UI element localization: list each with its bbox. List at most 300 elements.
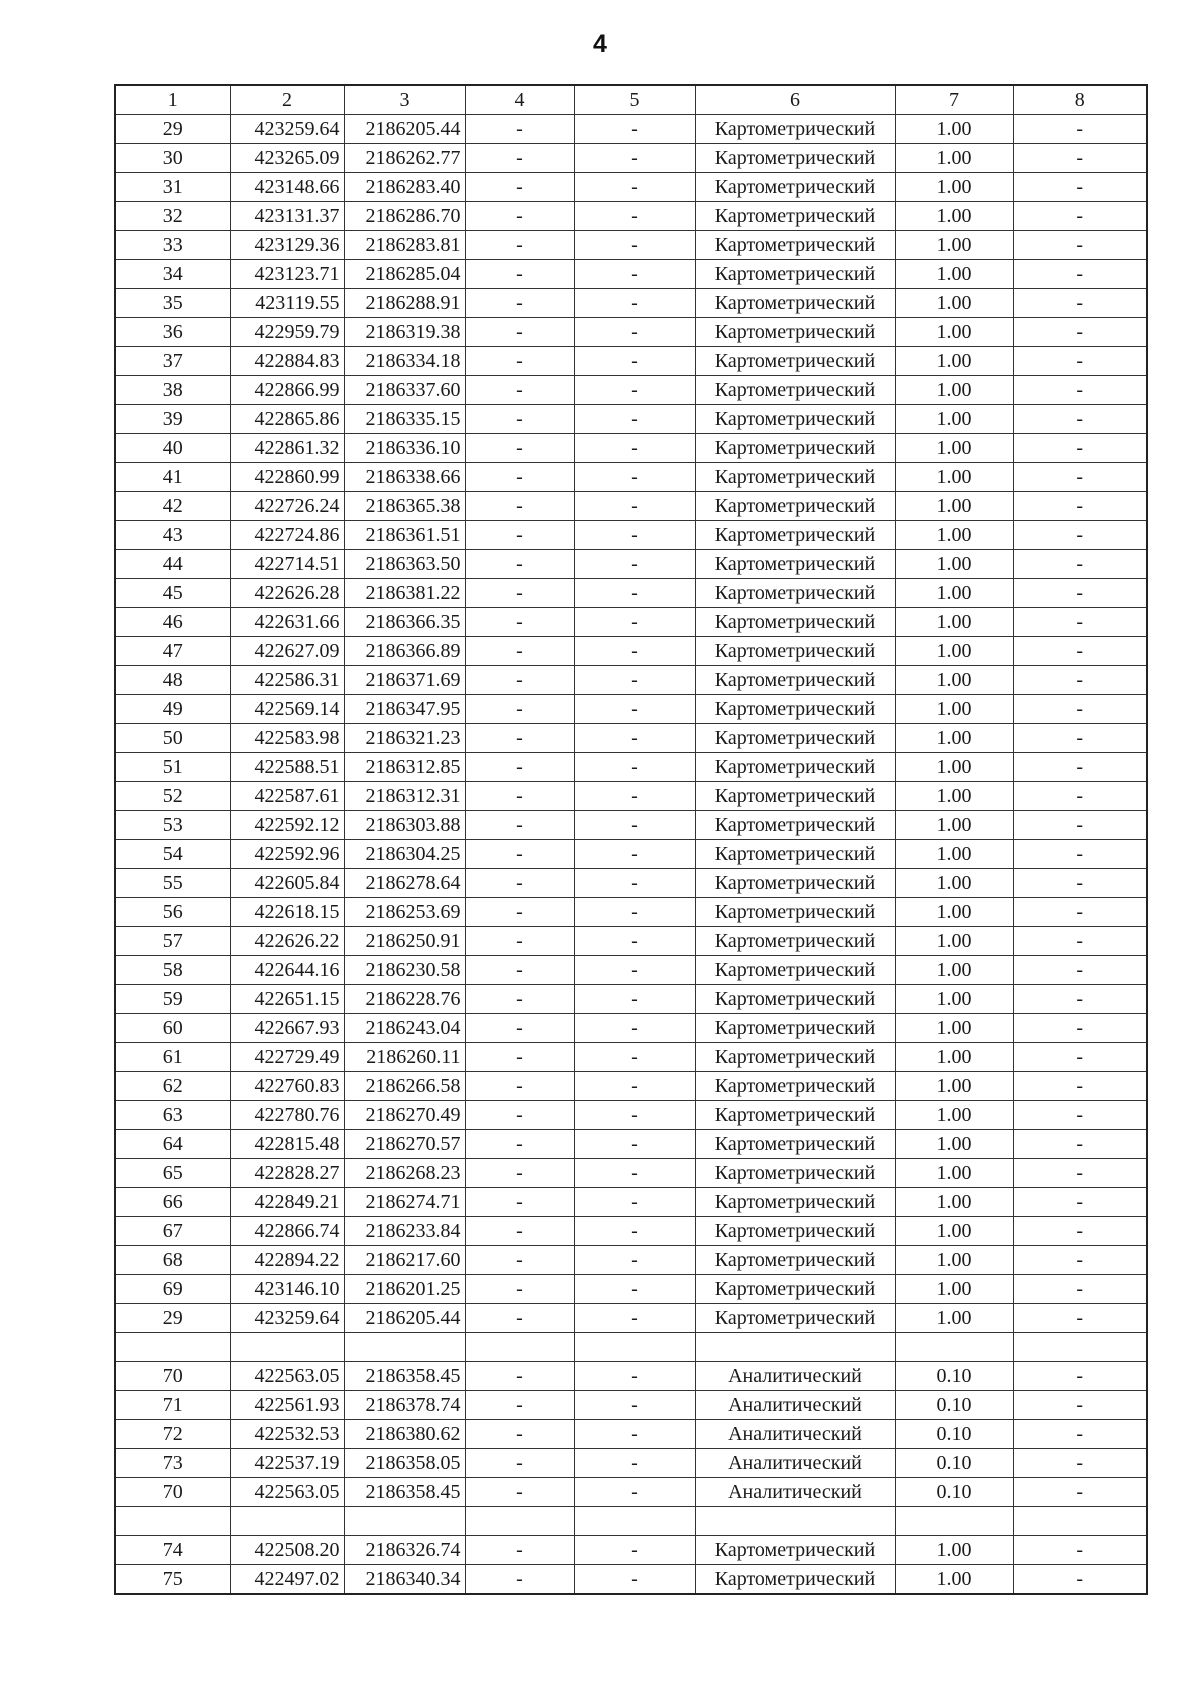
- table-cell-col-7: 1.00: [895, 1188, 1013, 1217]
- table-row: [115, 434, 1147, 463]
- table-cell-col-4: -: [465, 492, 574, 521]
- table-cell-col-2: 422860.99: [230, 463, 344, 492]
- table-cell-col-1: 54: [115, 840, 230, 869]
- table-cell-col-5: -: [574, 956, 695, 985]
- table-cell-col-1: 39: [115, 405, 230, 434]
- table-cell-col-2: 422884.83: [230, 347, 344, 376]
- table-cell-col-8: -: [1013, 1420, 1147, 1449]
- table-cell-col-2: 423131.37: [230, 202, 344, 231]
- table-cell-col-1: 68: [115, 1246, 230, 1275]
- table-cell-col-6: Картометрический: [695, 1101, 895, 1130]
- table-cell-col-3: 2186205.44: [344, 115, 465, 144]
- table-cell-col-3: 2186319.38: [344, 318, 465, 347]
- table-cell-col-6: Картометрический: [695, 1072, 895, 1101]
- table-cell-col-1: 29: [115, 115, 230, 144]
- table-cell-col-4: -: [465, 376, 574, 405]
- table-cell-col-1: 74: [115, 1536, 230, 1565]
- table-cell-col-4: -: [465, 1188, 574, 1217]
- table-cell-col-8: -: [1013, 144, 1147, 173]
- table-cell-col-7: 1.00: [895, 550, 1013, 579]
- table-row: [115, 724, 1147, 753]
- table-cell-col-8: -: [1013, 666, 1147, 695]
- table-cell-col-1: 61: [115, 1043, 230, 1072]
- table-cell-col-8: -: [1013, 724, 1147, 753]
- table-cell-col-1: 75: [115, 1565, 230, 1595]
- table-cell-col-7: 0.10: [895, 1478, 1013, 1507]
- table-cell-col-6: Картометрический: [695, 260, 895, 289]
- table-cell-col-8: -: [1013, 202, 1147, 231]
- table-cell-col-4: -: [465, 115, 574, 144]
- table-cell-col-5: -: [574, 1362, 695, 1391]
- table-cell-col-8: -: [1013, 1304, 1147, 1333]
- table-cell-col-3: 2186336.10: [344, 434, 465, 463]
- table-cell-col-4: -: [465, 637, 574, 666]
- table-cell-col-3: 2186283.40: [344, 173, 465, 202]
- table-row: [115, 1246, 1147, 1275]
- column-header: 6: [695, 85, 895, 115]
- table-cell-col-5: -: [574, 347, 695, 376]
- table-cell-col-7: 1.00: [895, 608, 1013, 637]
- table-cell-col-5: -: [574, 637, 695, 666]
- table-body: [115, 115, 1147, 1595]
- table-cell-col-7: 1.00: [895, 782, 1013, 811]
- table-cell-col-8: -: [1013, 1217, 1147, 1246]
- table-cell-col-4: -: [465, 202, 574, 231]
- table-cell-col-3: 2186260.11: [344, 1043, 465, 1072]
- table-cell-col-6: Картометрический: [695, 173, 895, 202]
- table-cell-col-1: 43: [115, 521, 230, 550]
- table-cell-col-6: Картометрический: [695, 666, 895, 695]
- table-cell-col-3: 2186268.23: [344, 1159, 465, 1188]
- table-cell-col-6: Аналитический: [695, 1391, 895, 1420]
- table-cell-col-2: [230, 1507, 344, 1536]
- table-cell-col-2: 422508.20: [230, 1536, 344, 1565]
- table-cell-col-3: 2186366.89: [344, 637, 465, 666]
- table-cell-col-4: -: [465, 811, 574, 840]
- table-cell-col-2: 422651.15: [230, 985, 344, 1014]
- table-cell-col-6: [695, 1507, 895, 1536]
- table-cell-col-6: Картометрический: [695, 637, 895, 666]
- table-cell-col-1: 35: [115, 289, 230, 318]
- table-cell-col-4: -: [465, 289, 574, 318]
- table-row: [115, 695, 1147, 724]
- table-cell-col-8: -: [1013, 550, 1147, 579]
- table-cell-col-3: 2186371.69: [344, 666, 465, 695]
- table-cell-col-1: 55: [115, 869, 230, 898]
- table-cell-col-2: 422627.09: [230, 637, 344, 666]
- table-cell-col-5: -: [574, 1449, 695, 1478]
- table-cell-col-6: Картометрический: [695, 1043, 895, 1072]
- table-row: [115, 1217, 1147, 1246]
- table-cell-col-7: 1.00: [895, 666, 1013, 695]
- table-cell-col-4: -: [465, 173, 574, 202]
- table-cell-col-4: -: [465, 144, 574, 173]
- table-cell-col-1: 71: [115, 1391, 230, 1420]
- table-cell-col-8: -: [1013, 1275, 1147, 1304]
- table-cell-col-5: -: [574, 231, 695, 260]
- table-cell-col-2: 422828.27: [230, 1159, 344, 1188]
- table-cell-col-5: -: [574, 1188, 695, 1217]
- table-cell-col-2: 422592.12: [230, 811, 344, 840]
- table-cell-col-6: Картометрический: [695, 202, 895, 231]
- table-cell-col-6: Картометрический: [695, 1275, 895, 1304]
- table-cell-col-5: -: [574, 840, 695, 869]
- table-cell-col-6: Картометрический: [695, 405, 895, 434]
- table-cell-col-4: -: [465, 1043, 574, 1072]
- table-cell-col-7: 1.00: [895, 695, 1013, 724]
- column-header: 7: [895, 85, 1013, 115]
- table-cell-col-5: -: [574, 144, 695, 173]
- table-cell-col-3: 2186286.70: [344, 202, 465, 231]
- table-cell-col-4: -: [465, 1420, 574, 1449]
- table-cell-col-2: 422865.86: [230, 405, 344, 434]
- table-cell-col-7: 1.00: [895, 434, 1013, 463]
- table-row: [115, 579, 1147, 608]
- table-cell-col-2: 422849.21: [230, 1188, 344, 1217]
- table-cell-col-6: Картометрический: [695, 956, 895, 985]
- table-cell-col-8: -: [1013, 695, 1147, 724]
- table-cell-col-3: 2186262.77: [344, 144, 465, 173]
- table-cell-col-3: 2186340.34: [344, 1565, 465, 1595]
- table-cell-col-7: 1.00: [895, 318, 1013, 347]
- table-cell-col-4: -: [465, 1130, 574, 1159]
- table-cell-col-3: 2186201.25: [344, 1275, 465, 1304]
- table-row: [115, 985, 1147, 1014]
- table-cell-col-8: -: [1013, 492, 1147, 521]
- table-cell-col-8: -: [1013, 840, 1147, 869]
- table-row: [115, 1362, 1147, 1391]
- table-cell-col-4: -: [465, 1391, 574, 1420]
- table-cell-col-3: 2186270.57: [344, 1130, 465, 1159]
- table-cell-col-3: 2186250.91: [344, 927, 465, 956]
- table-cell-col-1: 46: [115, 608, 230, 637]
- table-cell-col-8: -: [1013, 1565, 1147, 1595]
- table-cell-col-5: [574, 1333, 695, 1362]
- table-cell-col-2: 422861.32: [230, 434, 344, 463]
- table-row: [115, 260, 1147, 289]
- table-row: [115, 637, 1147, 666]
- table-cell-col-3: 2186228.76: [344, 985, 465, 1014]
- table-row: [115, 202, 1147, 231]
- table-cell-col-5: -: [574, 550, 695, 579]
- table-cell-col-6: Картометрический: [695, 115, 895, 144]
- table-cell-col-2: 423119.55: [230, 289, 344, 318]
- table-cell-col-7: 1.00: [895, 1565, 1013, 1595]
- table-cell-col-6: Картометрический: [695, 927, 895, 956]
- table-cell-col-4: -: [465, 1275, 574, 1304]
- table-cell-col-6: Картометрический: [695, 1159, 895, 1188]
- table-cell-col-7: 1.00: [895, 405, 1013, 434]
- table-cell-col-6: Картометрический: [695, 376, 895, 405]
- table-cell-col-4: -: [465, 927, 574, 956]
- table-cell-col-6: Картометрический: [695, 144, 895, 173]
- table-cell-col-1: 36: [115, 318, 230, 347]
- table-row: [115, 376, 1147, 405]
- table-cell-col-8: -: [1013, 1043, 1147, 1072]
- table-cell-col-2: 422537.19: [230, 1449, 344, 1478]
- table-cell-col-2: 423148.66: [230, 173, 344, 202]
- table-cell-col-4: [465, 1507, 574, 1536]
- table-cell-col-2: 423265.09: [230, 144, 344, 173]
- table-cell-col-8: -: [1013, 811, 1147, 840]
- table-cell-col-4: -: [465, 1536, 574, 1565]
- table-cell-col-1: 57: [115, 927, 230, 956]
- table-row: [115, 1333, 1147, 1362]
- table-row: [115, 231, 1147, 260]
- table-cell-col-7: 1.00: [895, 985, 1013, 1014]
- table-cell-col-1: 58: [115, 956, 230, 985]
- table-cell-col-3: 2186303.88: [344, 811, 465, 840]
- table-cell-col-8: -: [1013, 289, 1147, 318]
- table-cell-col-8: -: [1013, 347, 1147, 376]
- table-cell-col-6: Картометрический: [695, 695, 895, 724]
- table-cell-col-7: 1.00: [895, 289, 1013, 318]
- table-cell-col-2: 422644.16: [230, 956, 344, 985]
- table-cell-col-2: 422532.53: [230, 1420, 344, 1449]
- table-cell-col-4: -: [465, 695, 574, 724]
- table-cell-col-4: -: [465, 608, 574, 637]
- table-cell-col-1: 70: [115, 1478, 230, 1507]
- table-cell-col-1: 30: [115, 144, 230, 173]
- table-cell-col-7: 1.00: [895, 724, 1013, 753]
- table-cell-col-3: [344, 1333, 465, 1362]
- table-cell-col-4: -: [465, 753, 574, 782]
- table-cell-col-8: -: [1013, 1246, 1147, 1275]
- table-cell-col-7: 0.10: [895, 1420, 1013, 1449]
- table-cell-col-5: -: [574, 289, 695, 318]
- table-cell-col-7: 1.00: [895, 1275, 1013, 1304]
- table-cell-col-7: 0.10: [895, 1449, 1013, 1478]
- table-cell-col-1: 33: [115, 231, 230, 260]
- table-cell-col-4: -: [465, 1565, 574, 1595]
- table-cell-col-5: -: [574, 1014, 695, 1043]
- table-cell-col-4: -: [465, 1217, 574, 1246]
- table-cell-col-4: -: [465, 579, 574, 608]
- table-cell-col-6: Картометрический: [695, 724, 895, 753]
- table-cell-col-1: 47: [115, 637, 230, 666]
- table-cell-col-2: 423129.36: [230, 231, 344, 260]
- column-header: 4: [465, 85, 574, 115]
- table-cell-col-6: Картометрический: [695, 985, 895, 1014]
- table-row: [115, 1275, 1147, 1304]
- table-cell-col-7: 0.10: [895, 1391, 1013, 1420]
- table-cell-col-3: 2186288.91: [344, 289, 465, 318]
- table-cell-col-1: 40: [115, 434, 230, 463]
- table-cell-col-8: -: [1013, 1362, 1147, 1391]
- table-cell-col-3: 2186358.05: [344, 1449, 465, 1478]
- table-cell-col-6: Картометрический: [695, 521, 895, 550]
- table-cell-col-3: 2186321.23: [344, 724, 465, 753]
- table-cell-col-3: 2186358.45: [344, 1362, 465, 1391]
- table-cell-col-6: Картометрический: [695, 811, 895, 840]
- table-cell-col-6: Картометрический: [695, 840, 895, 869]
- table-cell-col-2: 422569.14: [230, 695, 344, 724]
- table-cell-col-5: -: [574, 1536, 695, 1565]
- table-row: [115, 869, 1147, 898]
- table-cell-col-7: 1.00: [895, 260, 1013, 289]
- table-cell-col-8: -: [1013, 1536, 1147, 1565]
- table-cell-col-1: 37: [115, 347, 230, 376]
- table-cell-col-8: -: [1013, 173, 1147, 202]
- table-cell-col-7: 1.00: [895, 492, 1013, 521]
- table-cell-col-8: [1013, 1333, 1147, 1362]
- table-cell-col-3: 2186304.25: [344, 840, 465, 869]
- table-cell-col-5: -: [574, 463, 695, 492]
- table-cell-col-3: 2186334.18: [344, 347, 465, 376]
- table-cell-col-1: 42: [115, 492, 230, 521]
- table-cell-col-3: [344, 1507, 465, 1536]
- table-cell-col-7: 1.00: [895, 753, 1013, 782]
- table-cell-col-2: 422780.76: [230, 1101, 344, 1130]
- table-row: [115, 144, 1147, 173]
- table-cell-col-3: 2186326.74: [344, 1536, 465, 1565]
- table-row: [115, 1565, 1147, 1595]
- table-cell-col-2: 422588.51: [230, 753, 344, 782]
- table-cell-col-4: -: [465, 405, 574, 434]
- table-cell-col-3: 2186285.04: [344, 260, 465, 289]
- table-cell-col-7: 1.00: [895, 144, 1013, 173]
- table-cell-col-8: -: [1013, 318, 1147, 347]
- table-cell-col-7: 1.00: [895, 637, 1013, 666]
- table-cell-col-3: 2186274.71: [344, 1188, 465, 1217]
- table-cell-col-2: 422605.84: [230, 869, 344, 898]
- table-cell-col-5: -: [574, 1478, 695, 1507]
- table-cell-col-6: Аналитический: [695, 1362, 895, 1391]
- table-cell-col-3: 2186270.49: [344, 1101, 465, 1130]
- table-cell-col-8: -: [1013, 782, 1147, 811]
- table-cell-col-8: -: [1013, 1478, 1147, 1507]
- table-header-row: [115, 85, 1147, 115]
- table-cell-col-3: 2186378.74: [344, 1391, 465, 1420]
- table-cell-col-4: -: [465, 1101, 574, 1130]
- table-cell-col-1: 52: [115, 782, 230, 811]
- table-cell-col-5: -: [574, 115, 695, 144]
- table-cell-col-5: -: [574, 753, 695, 782]
- table-cell-col-2: 422586.31: [230, 666, 344, 695]
- table-cell-col-5: -: [574, 173, 695, 202]
- table-cell-col-6: Картометрический: [695, 579, 895, 608]
- table-cell-col-6: Аналитический: [695, 1478, 895, 1507]
- table-cell-col-5: -: [574, 376, 695, 405]
- table-cell-col-8: -: [1013, 985, 1147, 1014]
- table-cell-col-6: Картометрический: [695, 1014, 895, 1043]
- table-cell-col-5: -: [574, 1159, 695, 1188]
- table-cell-col-8: -: [1013, 1130, 1147, 1159]
- table-cell-col-2: 422583.98: [230, 724, 344, 753]
- table-row: [115, 1188, 1147, 1217]
- table-cell-col-4: -: [465, 1072, 574, 1101]
- table-cell-col-7: 1.00: [895, 1072, 1013, 1101]
- table-cell-col-6: Аналитический: [695, 1449, 895, 1478]
- table-cell-col-2: 423259.64: [230, 1304, 344, 1333]
- table-cell-col-8: -: [1013, 231, 1147, 260]
- table-row: [115, 1420, 1147, 1449]
- table-cell-col-1: 72: [115, 1420, 230, 1449]
- table-cell-col-8: -: [1013, 434, 1147, 463]
- table-cell-col-2: 422592.96: [230, 840, 344, 869]
- table-cell-col-5: -: [574, 260, 695, 289]
- table-cell-col-5: -: [574, 1043, 695, 1072]
- table-row: [115, 1101, 1147, 1130]
- table-row: [115, 289, 1147, 318]
- table-cell-col-4: -: [465, 898, 574, 927]
- table-cell-col-7: 1.00: [895, 1043, 1013, 1072]
- table-cell-col-6: Картометрический: [695, 782, 895, 811]
- table-cell-col-6: Аналитический: [695, 1420, 895, 1449]
- table-row: [115, 840, 1147, 869]
- column-header: 8: [1013, 85, 1147, 115]
- table-row: [115, 463, 1147, 492]
- table-cell-col-3: 2186217.60: [344, 1246, 465, 1275]
- table-cell-col-1: 60: [115, 1014, 230, 1043]
- table-cell-col-2: 422714.51: [230, 550, 344, 579]
- table-cell-col-3: 2186283.81: [344, 231, 465, 260]
- table-cell-col-7: 1.00: [895, 1014, 1013, 1043]
- table-cell-col-2: 422561.93: [230, 1391, 344, 1420]
- table-cell-col-6: Картометрический: [695, 492, 895, 521]
- table-cell-col-6: Картометрический: [695, 1217, 895, 1246]
- table-cell-col-5: -: [574, 202, 695, 231]
- table-cell-col-1: 49: [115, 695, 230, 724]
- table-cell-col-8: -: [1013, 927, 1147, 956]
- table-cell-col-4: -: [465, 869, 574, 898]
- page-number: 4: [593, 30, 607, 58]
- table-cell-col-8: -: [1013, 869, 1147, 898]
- table-cell-col-1: 32: [115, 202, 230, 231]
- table-cell-col-2: 422959.79: [230, 318, 344, 347]
- table-cell-col-5: -: [574, 405, 695, 434]
- table-cell-col-4: -: [465, 724, 574, 753]
- table-cell-col-7: 1.00: [895, 898, 1013, 927]
- table-row: [115, 521, 1147, 550]
- table-row: [115, 1449, 1147, 1478]
- table-cell-col-5: -: [574, 579, 695, 608]
- table-cell-col-5: -: [574, 782, 695, 811]
- table-cell-col-1: 45: [115, 579, 230, 608]
- table-cell-col-8: [1013, 1507, 1147, 1536]
- table-cell-col-4: -: [465, 347, 574, 376]
- table-cell-col-3: 2186312.31: [344, 782, 465, 811]
- table-cell-col-2: 423146.10: [230, 1275, 344, 1304]
- table-cell-col-8: -: [1013, 1391, 1147, 1420]
- table-cell-col-2: 422760.83: [230, 1072, 344, 1101]
- table-cell-col-7: [895, 1507, 1013, 1536]
- table-row: [115, 898, 1147, 927]
- table-cell-col-4: -: [465, 1159, 574, 1188]
- table-cell-col-6: Картометрический: [695, 1188, 895, 1217]
- table-cell-col-8: -: [1013, 521, 1147, 550]
- table-cell-col-1: 64: [115, 1130, 230, 1159]
- table-cell-col-3: 2186338.66: [344, 463, 465, 492]
- table-cell-col-7: 1.00: [895, 927, 1013, 956]
- table-cell-col-5: -: [574, 1565, 695, 1595]
- table-cell-col-4: -: [465, 260, 574, 289]
- table-cell-col-3: 2186363.50: [344, 550, 465, 579]
- table-cell-col-7: 1.00: [895, 1304, 1013, 1333]
- table-cell-col-7: 1.00: [895, 231, 1013, 260]
- table-row: [115, 927, 1147, 956]
- coordinates-table: [114, 84, 1148, 1595]
- table-cell-col-2: 422726.24: [230, 492, 344, 521]
- table-cell-col-5: -: [574, 1420, 695, 1449]
- table-cell-col-1: 51: [115, 753, 230, 782]
- table-cell-col-4: -: [465, 318, 574, 347]
- table-cell-col-7: 1.00: [895, 1217, 1013, 1246]
- column-header: 2: [230, 85, 344, 115]
- table-cell-col-6: Картометрический: [695, 1536, 895, 1565]
- table-cell-col-4: -: [465, 1246, 574, 1275]
- table-cell-col-2: 422815.48: [230, 1130, 344, 1159]
